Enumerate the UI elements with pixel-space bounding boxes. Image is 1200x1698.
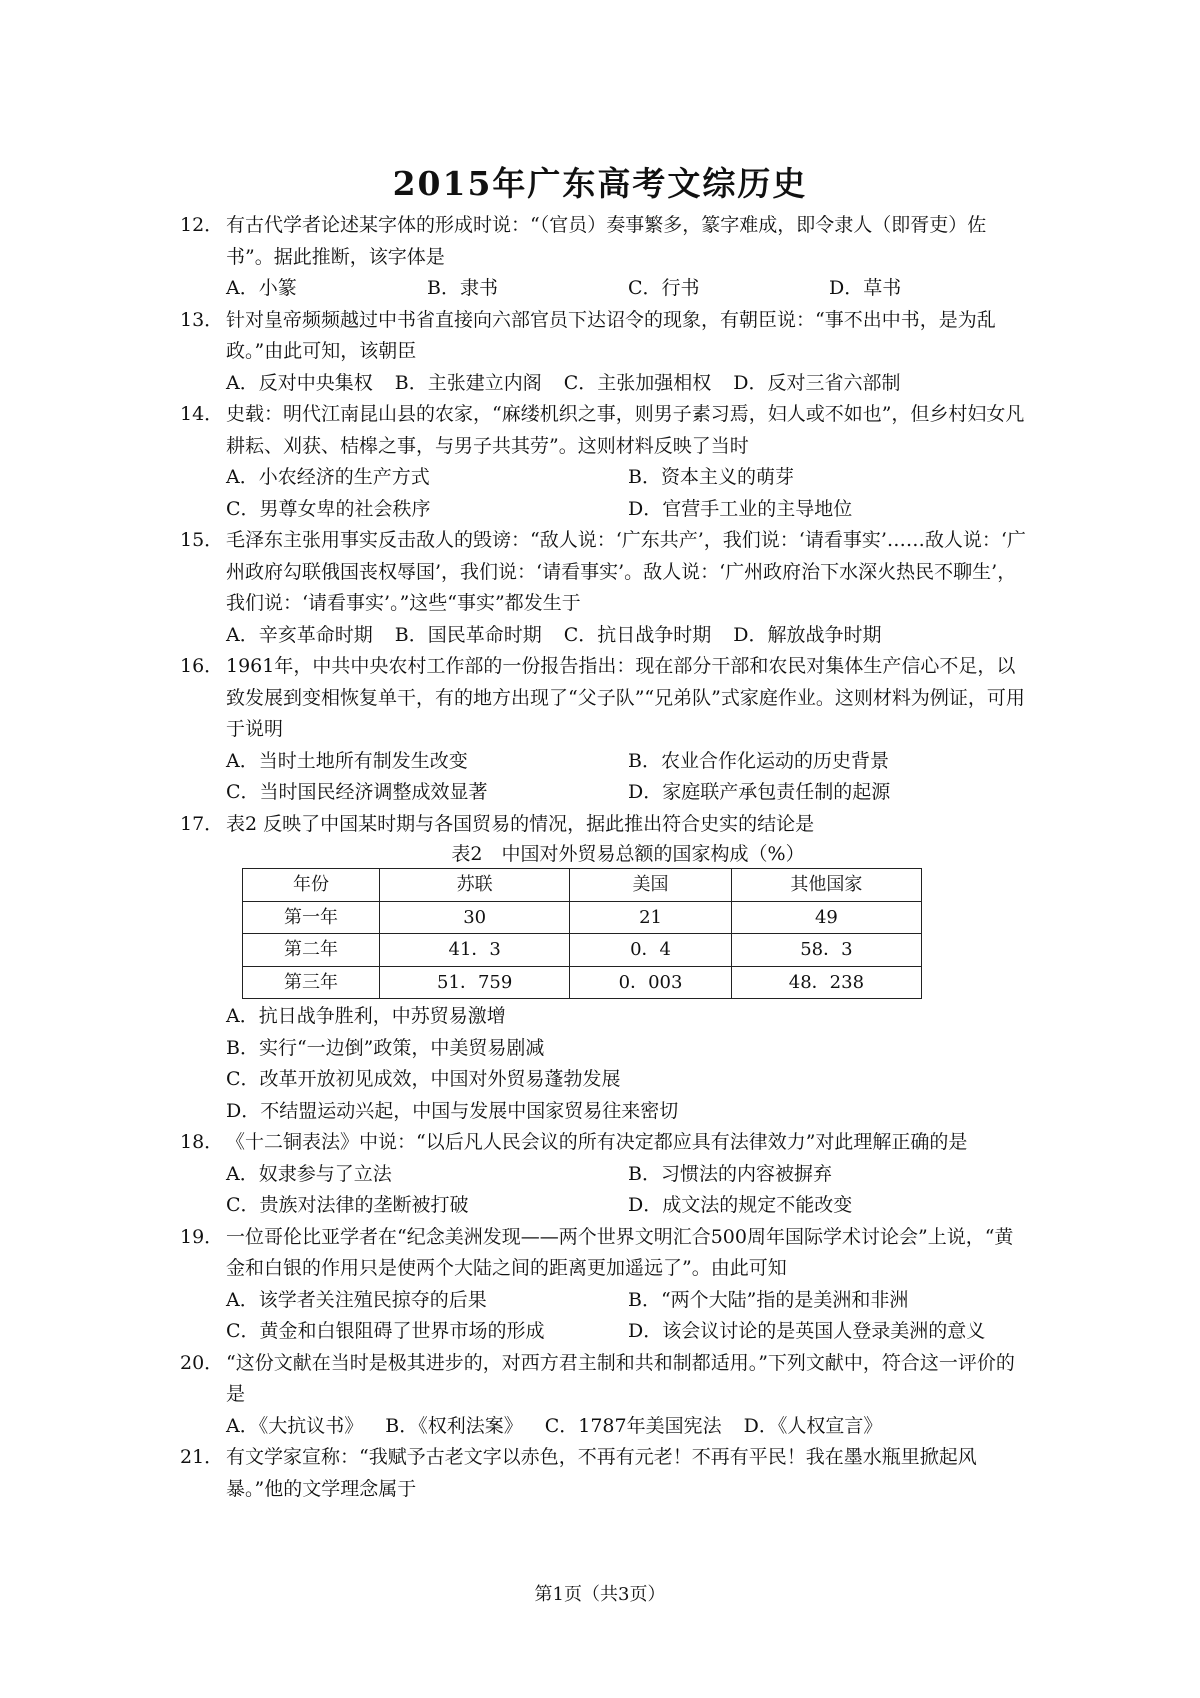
option-c: C．改革开放初见成效，中国对外贸易蓬勃发展 — [226, 1068, 621, 1090]
option-d: D．该会议讨论的是英国人登录美洲的意义 — [628, 1320, 986, 1342]
table-cell: 21 — [570, 901, 732, 934]
question-stem: 毛泽东主张用事实反击敌人的毁谤：“敌人说：‘广东共产’，我们说：‘请看事实’……敌人说：‘广州政府勾联俄国丧权辱国’，我们说：‘请看事实’。敌人说：‘广州政府治下水深火热民不聊生’，我们说：‘请看事实’。”这些“事实”都发生于 — [226, 529, 1026, 614]
option-a: A．小篆 — [226, 277, 297, 299]
page-footer: 第1页（共3页） — [534, 1584, 666, 1605]
table-cell: 30 — [380, 901, 570, 934]
option-b: B．隶书 — [427, 277, 498, 299]
question-21 — [180, 1442, 1030, 1505]
option-b: B．实行“一边倒”政策，中美贸易剧减 — [226, 1036, 545, 1059]
question-stem: 《十二铜表法》中说：“以后凡人民会议的所有决定都应具有法律效力”对此理解正确的是 — [226, 1131, 968, 1153]
page-title: 2015年广东高考文综历史 — [392, 164, 808, 203]
option-d: D．草书 — [829, 277, 902, 299]
question-20 — [180, 1348, 1030, 1443]
option-a: A．抗日战争胜利，中苏贸易激增 — [226, 1005, 506, 1027]
table-header-cell: 年份 — [243, 869, 380, 902]
question-19 — [180, 1222, 1030, 1348]
option-d: D．官营手工业的主导地位 — [628, 497, 853, 520]
question-number: 14． — [180, 403, 224, 425]
question-16 — [180, 651, 1030, 809]
table-cell: 51．759 — [380, 966, 570, 999]
question-list — [180, 210, 1030, 1505]
table-cell: 58．3 — [731, 934, 921, 967]
question-stem: 有古代学者论述某字体的形成时说：“（官员）奏事繁多，篆字难成，即令隶人（即胥吏）佐书”。据此推断，该字体是 — [226, 214, 987, 268]
trade-table — [242, 868, 922, 999]
table-header-row — [243, 869, 922, 902]
question-number: 13． — [180, 308, 224, 331]
option-b: B．国民革命时期 — [394, 623, 542, 646]
question-stem: 表2 反映了中国某时期与各国贸易的情况，据此推出符合史实的结论是 — [226, 812, 815, 835]
table-cell: 0．4 — [570, 934, 732, 967]
option-c: C．黄金和白银阻碍了世界市场的形成 — [226, 1320, 545, 1342]
table-header-cell: 苏联 — [380, 869, 570, 902]
option-b: B．主张建立内阁 — [394, 371, 542, 394]
options — [226, 746, 1030, 809]
option-b: B．习惯法的内容被摒弃 — [628, 1162, 832, 1185]
table-caption: 表2 中国对外贸易总额的国家构成（%） — [451, 843, 805, 865]
question-14 — [180, 399, 1030, 525]
table-cell: 第三年 — [243, 966, 380, 999]
table-cell: 第二年 — [243, 934, 380, 967]
table-cell: 41．3 — [380, 934, 570, 967]
options — [226, 1411, 1030, 1443]
option-a: A．当时土地所有制发生改变 — [226, 749, 468, 772]
option-b: B．《权利法案》 — [385, 1414, 523, 1437]
options — [226, 1001, 1030, 1127]
question-stem: 史载：明代江南昆山县的农家，“麻缕机织之事，则男子素习焉，妇人或不如也”，但乡村妇女凡耕耘、刈获、桔槔之事，与男子共其劳”。这则材料反映了当时 — [226, 403, 1025, 457]
question-15 — [180, 525, 1030, 651]
option-d: D．家庭联产承包责任制的起源 — [628, 781, 891, 803]
table-header-cell: 美国 — [570, 869, 732, 902]
question-stem: 针对皇帝频频越过中书省直接向六部官员下达诏令的现象，有朝臣说：“事不出中书，是为乱政。”由此可知，该朝臣 — [226, 308, 996, 362]
question-number: 20． — [180, 1351, 224, 1374]
table-cell: 49 — [731, 901, 921, 934]
question-number: 15． — [180, 529, 224, 551]
option-a: A．奴隶参与了立法 — [226, 1162, 392, 1185]
options — [226, 620, 1030, 652]
question-18 — [180, 1127, 1030, 1222]
options — [226, 273, 1030, 305]
option-a: A．小农经济的生产方式 — [226, 466, 430, 488]
option-d: D．不结盟运动兴起，中国与发展中国家贸易往来密切 — [226, 1099, 679, 1122]
option-b: B．资本主义的萌芽 — [628, 466, 794, 488]
question-number: 16． — [180, 655, 224, 677]
question-stem: 有文学家宣称：“我赋予古老文字以赤色，不再有元老！不再有平民！我在墨水瓶里掀起风暴。”他的文学理念属于 — [226, 1446, 977, 1500]
question-13 — [180, 305, 1030, 400]
option-b: B．“两个大陆”指的是美洲和非洲 — [628, 1288, 909, 1311]
question-number: 21． — [180, 1446, 224, 1468]
question-12 — [180, 210, 1030, 305]
table-header-cell: 其他国家 — [731, 869, 921, 902]
option-a: A．反对中央集权 — [226, 371, 373, 394]
table-row — [243, 966, 922, 999]
option-c: C．主张加强相权 — [563, 371, 712, 394]
options — [226, 1285, 1030, 1348]
table-cell: 第一年 — [243, 901, 380, 934]
option-c: C．行书 — [628, 277, 700, 299]
options — [226, 368, 1030, 400]
option-c: C．贵族对法律的垄断被打破 — [226, 1194, 469, 1216]
option-a: A．辛亥革命时期 — [226, 623, 373, 646]
question-stem: 1961年，中共中央农村工作部的一份报告指出：现在部分干部和农民对集体生产信心不足，以致发展到变相恢复单干，有的地方出现了“父子队”“兄弟队”式家庭作业。这则材料为例证，可用于说明 — [226, 655, 1025, 740]
option-a: A．《大抗议书》 — [226, 1414, 364, 1437]
question-17 — [180, 809, 1030, 1128]
option-b: B．农业合作化运动的历史背景 — [628, 749, 889, 772]
question-number: 12． — [180, 214, 224, 236]
option-c: C．男尊女卑的社会秩序 — [226, 497, 431, 520]
options — [226, 462, 1030, 525]
table-row — [243, 901, 922, 934]
question-number: 19． — [180, 1225, 224, 1248]
options — [226, 1159, 1030, 1222]
option-d: D．解放战争时期 — [733, 623, 882, 646]
option-d: D．反对三省六部制 — [733, 371, 901, 394]
table-row — [243, 934, 922, 967]
table-cell: 48．238 — [731, 966, 921, 999]
question-number: 18． — [180, 1131, 224, 1153]
option-d: D．《人权宣言》 — [743, 1414, 883, 1437]
option-d: D．成文法的规定不能改变 — [628, 1194, 853, 1216]
option-c: C．当时国民经济调整成效显著 — [226, 781, 488, 803]
question-number: 17． — [180, 812, 224, 835]
question-stem: 一位哥伦比亚学者在“纪念美洲发现——两个世界文明汇合500周年国际学术讨论会”上说，“黄金和白银的作用只是使两个大陆之间的距离更加遥远了”。由此可知 — [226, 1225, 1014, 1279]
table-cell: 0．003 — [570, 966, 732, 999]
option-c: C．1787年美国宪法 — [544, 1414, 722, 1437]
option-a: A．该学者关注殖民掠夺的后果 — [226, 1288, 487, 1311]
option-c: C．抗日战争时期 — [563, 623, 712, 646]
question-stem: “这份文献在当时是极其进步的，对西方君主制和共和制都适用。”下列文献中，符合这一评价的是 — [226, 1351, 1015, 1405]
